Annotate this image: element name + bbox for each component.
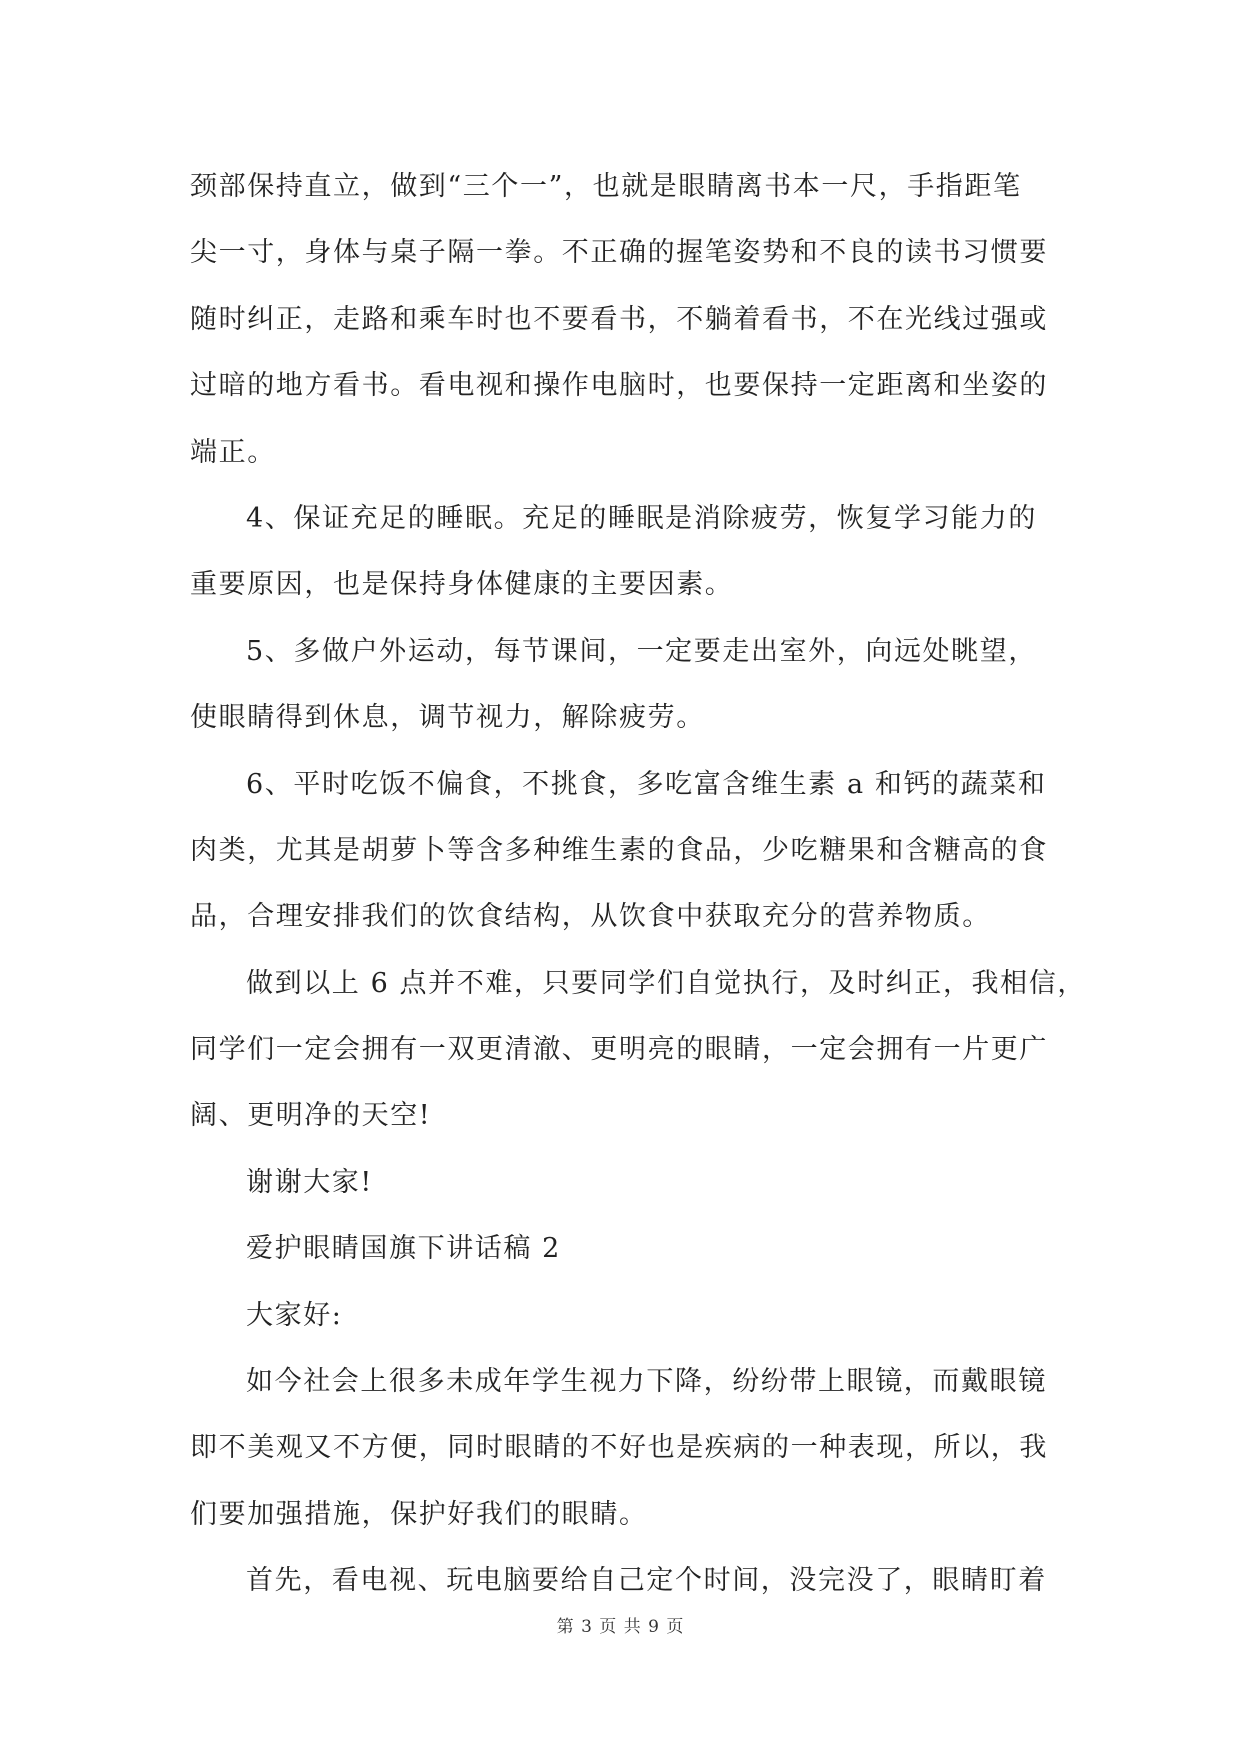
- body-text: [190, 154, 1086, 1615]
- text-line: 如今社会上很多未成年学生视力下降，纷纷带上眼镜，而戴眼镜: [246, 1366, 1047, 1398]
- text-line: 谢谢大家!: [246, 1166, 373, 1198]
- text-line: 4、保证充足的睡眠。充足的睡眠是消除疲劳，恢复学习能力的: [246, 502, 1037, 534]
- text-line: 品，合理安排我们的饮食结构，从饮食中获取充分的营养物质。: [190, 901, 991, 933]
- text-line: 首先，看电视、玩电脑要给自己定个时间，没完没了，眼睛盯着: [246, 1565, 1047, 1597]
- text-line: 尖一寸，身体与桌子隔一拳。不正确的握笔姿势和不良的读书习惯要: [190, 237, 1048, 269]
- text-line: 做到以上 6 点并不难，只要同学们自觉执行，及时纠正，我相信，: [246, 967, 1086, 999]
- text-line: 即不美观又不方便，同时眼睛的不好也是疾病的一种表现，所以，我: [190, 1432, 1048, 1464]
- salutation: 大家好:: [246, 1299, 343, 1331]
- text-line: 过暗的地方看书。看电视和操作电脑时，也要保持一定距离和坐姿的: [190, 370, 1048, 402]
- text-line: 阔、更明净的天空!: [190, 1100, 432, 1132]
- text-line: 颈部保持直立，做到“三个一”，也就是眼睛离书本一尺，手指距笔: [190, 171, 1022, 202]
- text-line: 们要加强措施，保护好我们的眼睛。: [190, 1498, 648, 1530]
- text-line: 5、多做户外运动，每节课间，一定要走出室外，向远处眺望，: [246, 635, 1037, 667]
- text-line: 重要原因，也是保持身体健康的主要因素。: [190, 569, 734, 601]
- section-heading: 爱护眼睛国旗下讲话稿 2: [246, 1233, 561, 1265]
- page-number: 第 3 页 共 9 页: [556, 1617, 685, 1637]
- text-line: 随时纠正，走路和乘车时也不要看书，不躺着看书，不在光线过强或: [190, 303, 1048, 335]
- text-line: 同学们一定会拥有一双更清澈、更明亮的眼睛，一定会拥有一片更广: [190, 1034, 1048, 1066]
- text-line: 使眼睛得到休息，调节视力，解除疲劳。: [190, 702, 705, 734]
- text-line: 6、平时吃饭不偏食，不挑食，多吃富含维生素 a 和钙的蔬菜和: [246, 768, 1047, 800]
- text-line: 端正。: [190, 436, 276, 468]
- text-line: 肉类，尤其是胡萝卜等含多种维生素的食品，少吃糖果和含糖高的食: [190, 834, 1048, 866]
